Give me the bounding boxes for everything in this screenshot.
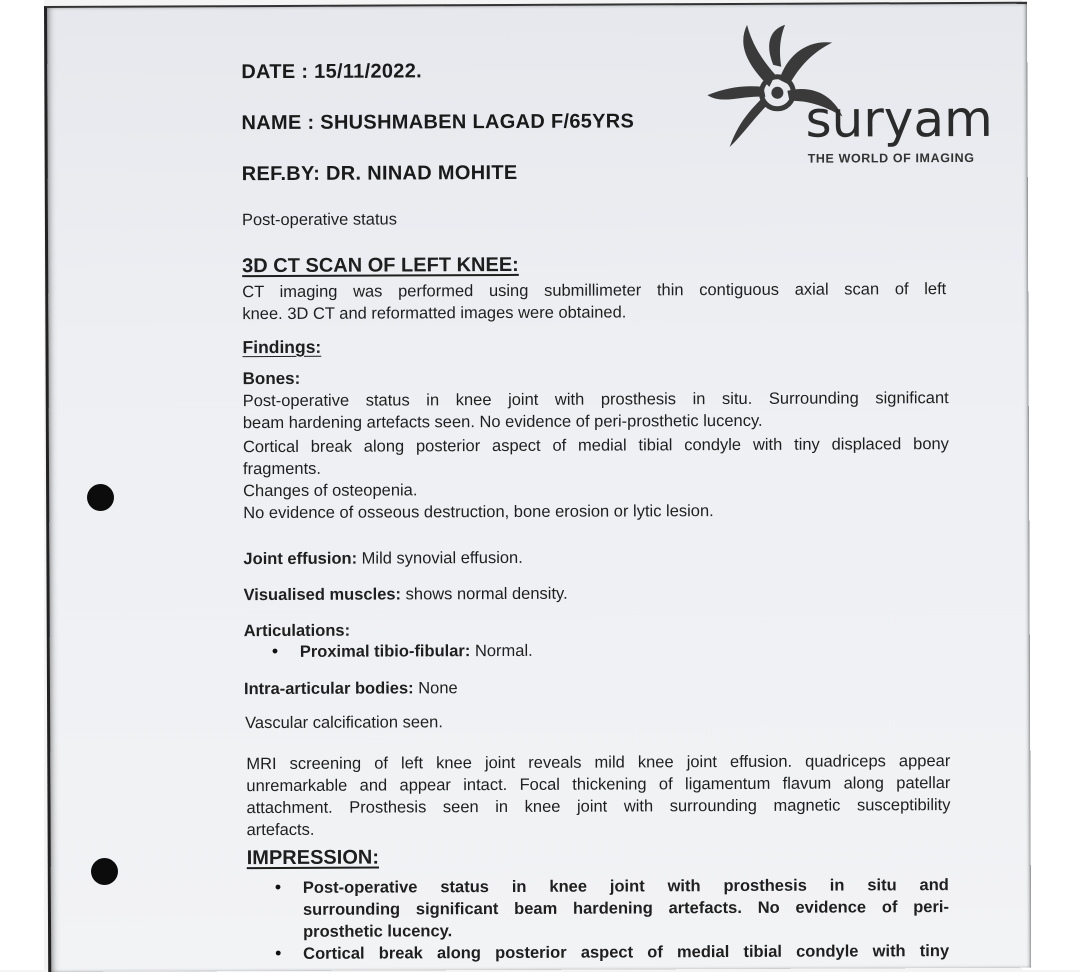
bones-line: Cortical break along posterior aspect of medial tibial condyle with tiny displaced bony xyxy=(242,435,949,457)
punch-hole xyxy=(87,484,114,511)
impression-line: prosthetic lucency. xyxy=(303,922,453,941)
bones-title: Bones: xyxy=(242,368,301,389)
vascular-note: Vascular calcification seen. xyxy=(245,713,443,733)
section-title: 3D CT SCAN OF LEFT KNEE: xyxy=(242,253,519,278)
joint-effusion-value: Mild synovial effusion. xyxy=(361,548,523,568)
bones-line: Changes of osteopenia. xyxy=(243,481,418,501)
impression-bullet-1 xyxy=(303,874,949,943)
mri-line: attachment. Prosthesis seen in knee joint with surrounding magnetic susceptibility xyxy=(246,796,951,818)
articulation-item-value: Normal. xyxy=(474,641,533,661)
bones-findings xyxy=(243,387,950,524)
articulation-item-label: Proximal tibio-fibular: xyxy=(299,642,471,661)
suryam-logo xyxy=(707,24,1008,175)
report-sheet xyxy=(44,2,1031,972)
findings-title: Findings: xyxy=(242,336,322,358)
patient-name: NAME : SHUSHMABEN LAGAD F/65YRS xyxy=(241,110,635,135)
articulations-title: Articulations: xyxy=(243,621,351,641)
mri-paragraph xyxy=(246,750,950,841)
impression-line: Cortical break along posterior aspect of medial tibial condyle with tiny xyxy=(303,942,950,963)
impression-line: Post-operative status in knee joint with prosthesis in situ and xyxy=(302,876,949,897)
articulation-item xyxy=(300,642,533,662)
muscles-value: shows normal density. xyxy=(405,584,568,604)
intro-line: knee. 3D CT and reformatted images were obtained. xyxy=(242,303,627,324)
impression-line: surrounding significant beam hardening artefacts. No evidence of peri- xyxy=(302,898,949,919)
bullet-icon: • xyxy=(271,640,279,662)
joint-effusion xyxy=(243,549,522,569)
visualised-muscles xyxy=(244,585,568,605)
bullet-icon: • xyxy=(274,876,282,898)
muscles-label: Visualised muscles: xyxy=(243,585,402,605)
intra-articular-label: Intra-articular bodies: xyxy=(243,679,414,699)
joint-effusion-label: Joint effusion: xyxy=(243,549,358,569)
bones-line: fragments. xyxy=(242,459,322,479)
photo-background-right xyxy=(1022,0,1080,970)
punch-hole xyxy=(91,858,118,885)
mri-line: artefacts. xyxy=(246,820,315,840)
mri-line: MRI screening of left knee joint reveals mild knee joint effusion. quadriceps appear xyxy=(246,752,951,774)
logo-wordmark: suryam xyxy=(805,89,993,149)
impression-title: IMPRESSION: xyxy=(246,846,380,870)
bones-line: No evidence of osseous destruction, bone erosion or lytic lesion. xyxy=(243,502,714,523)
impression-bullet-2 xyxy=(303,940,949,965)
intra-articular-value: None xyxy=(418,679,458,698)
bones-line: beam hardening artefacts seen. No evidence of peri-prosthetic lucency. xyxy=(242,411,763,433)
mri-line: unremarkable and appear intact. Focal thickening of ligamentum flavum along patellar xyxy=(246,774,951,796)
bones-line: Post-operative status in knee joint with prosthesis in situ. Surrounding significant xyxy=(242,389,949,411)
referred-by: REF.BY: DR. NINAD MOHITE xyxy=(241,161,518,186)
clinical-status: Post-operative status xyxy=(241,210,397,230)
photo-background-left xyxy=(0,0,44,970)
bullet-icon: • xyxy=(275,942,282,964)
logo-tagline: THE WORLD OF IMAGING xyxy=(807,150,975,166)
intro-line: CT imaging was performed using submillimeter thin contiguous axial scan of left xyxy=(242,280,947,302)
report-date: DATE : 15/11/2022. xyxy=(241,60,423,84)
intro-paragraph xyxy=(242,278,946,325)
intra-articular-bodies xyxy=(244,679,458,699)
